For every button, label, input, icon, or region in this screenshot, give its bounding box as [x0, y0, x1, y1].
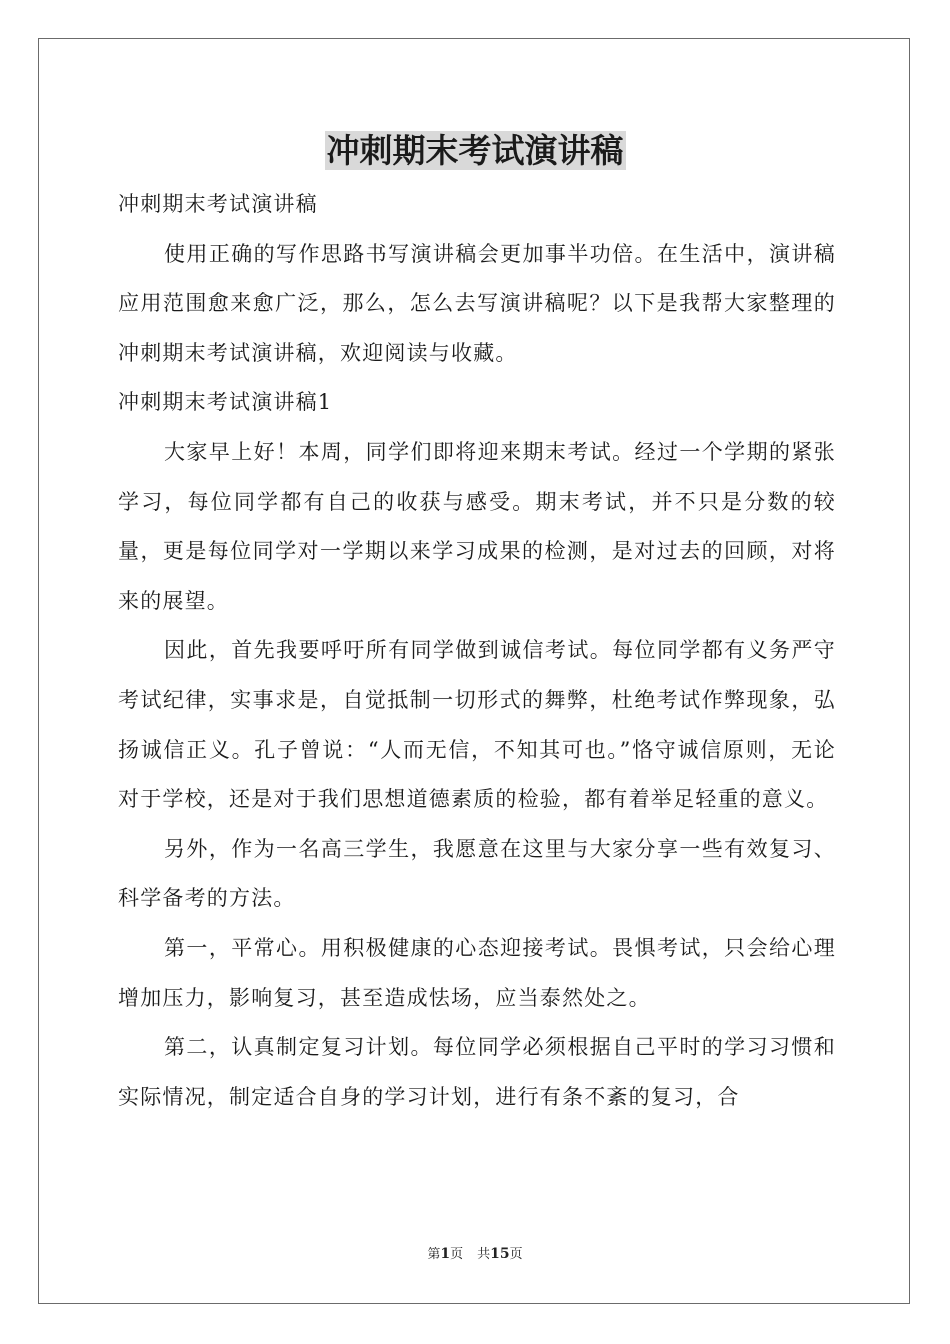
paragraph-0: 冲刺期末考试演讲稿: [118, 192, 318, 216]
document-body: [118, 180, 836, 1122]
paragraph-5: 另外，作为一名高三学生，我愿意在这里与大家分享一些有效复习、科学备考的方法。: [118, 836, 836, 911]
footer-page-suffix: 页: [450, 1247, 464, 1262]
footer-total-pages: 15: [490, 1246, 510, 1262]
footer-total-prefix: 共: [477, 1247, 491, 1262]
paragraph-7: 第二，认真制定复习计划。每位同学必须根据自己平时的学习习惯和实际情况，制定适合自身的学习计划，进行有条不紊的复习，合: [118, 1035, 836, 1109]
paragraph-2: 冲刺期末考试演讲稿1: [118, 390, 333, 415]
document-title-text: 冲刺期末考试演讲稿: [326, 131, 624, 170]
paragraph-3: 大家早上好！本周，同学们即将迎来期末考试。经过一个学期的紧张学习，每位同学都有自己的收获与感受。期末考试，并不只是分数的较量，更是每位同学对一学期以来学习成果的检测，是对过去的回顾，对将来的展望。: [118, 439, 836, 613]
paragraph-6: 第一，平常心。用积极健康的心态迎接考试。畏惧考试，只会给心理增加压力，影响复习，甚至造成怯场，应当泰然处之。: [118, 935, 836, 1010]
footer-current-page: 1: [440, 1246, 451, 1262]
paragraph-4: 因此，首先我要呼吁所有同学做到诚信考试。每位同学都有义务严守考试纪律，实事求是，自觉抵制一切形式的舞弊，杜绝考试作弊现象，弘扬诚信正义。孔子曾说：“人而无信，不知其可也。”恪守诚信原则，无论对于学校，还是对于我们思想道德素质的检验，都有着举足轻重的意义。: [118, 638, 836, 812]
document-title: [0, 128, 950, 174]
page-footer: [0, 1245, 950, 1264]
footer-prefix: 第: [427, 1247, 441, 1262]
footer-total-suffix: 页: [509, 1247, 523, 1262]
paragraph-1: 使用正确的写作思路书写演讲稿会更加事半功倍。在生活中，演讲稿应用范围愈来愈广泛，那么，怎么去写演讲稿呢？以下是我帮大家整理的冲刺期末考试演讲稿，欢迎阅读与收藏。: [118, 241, 836, 365]
